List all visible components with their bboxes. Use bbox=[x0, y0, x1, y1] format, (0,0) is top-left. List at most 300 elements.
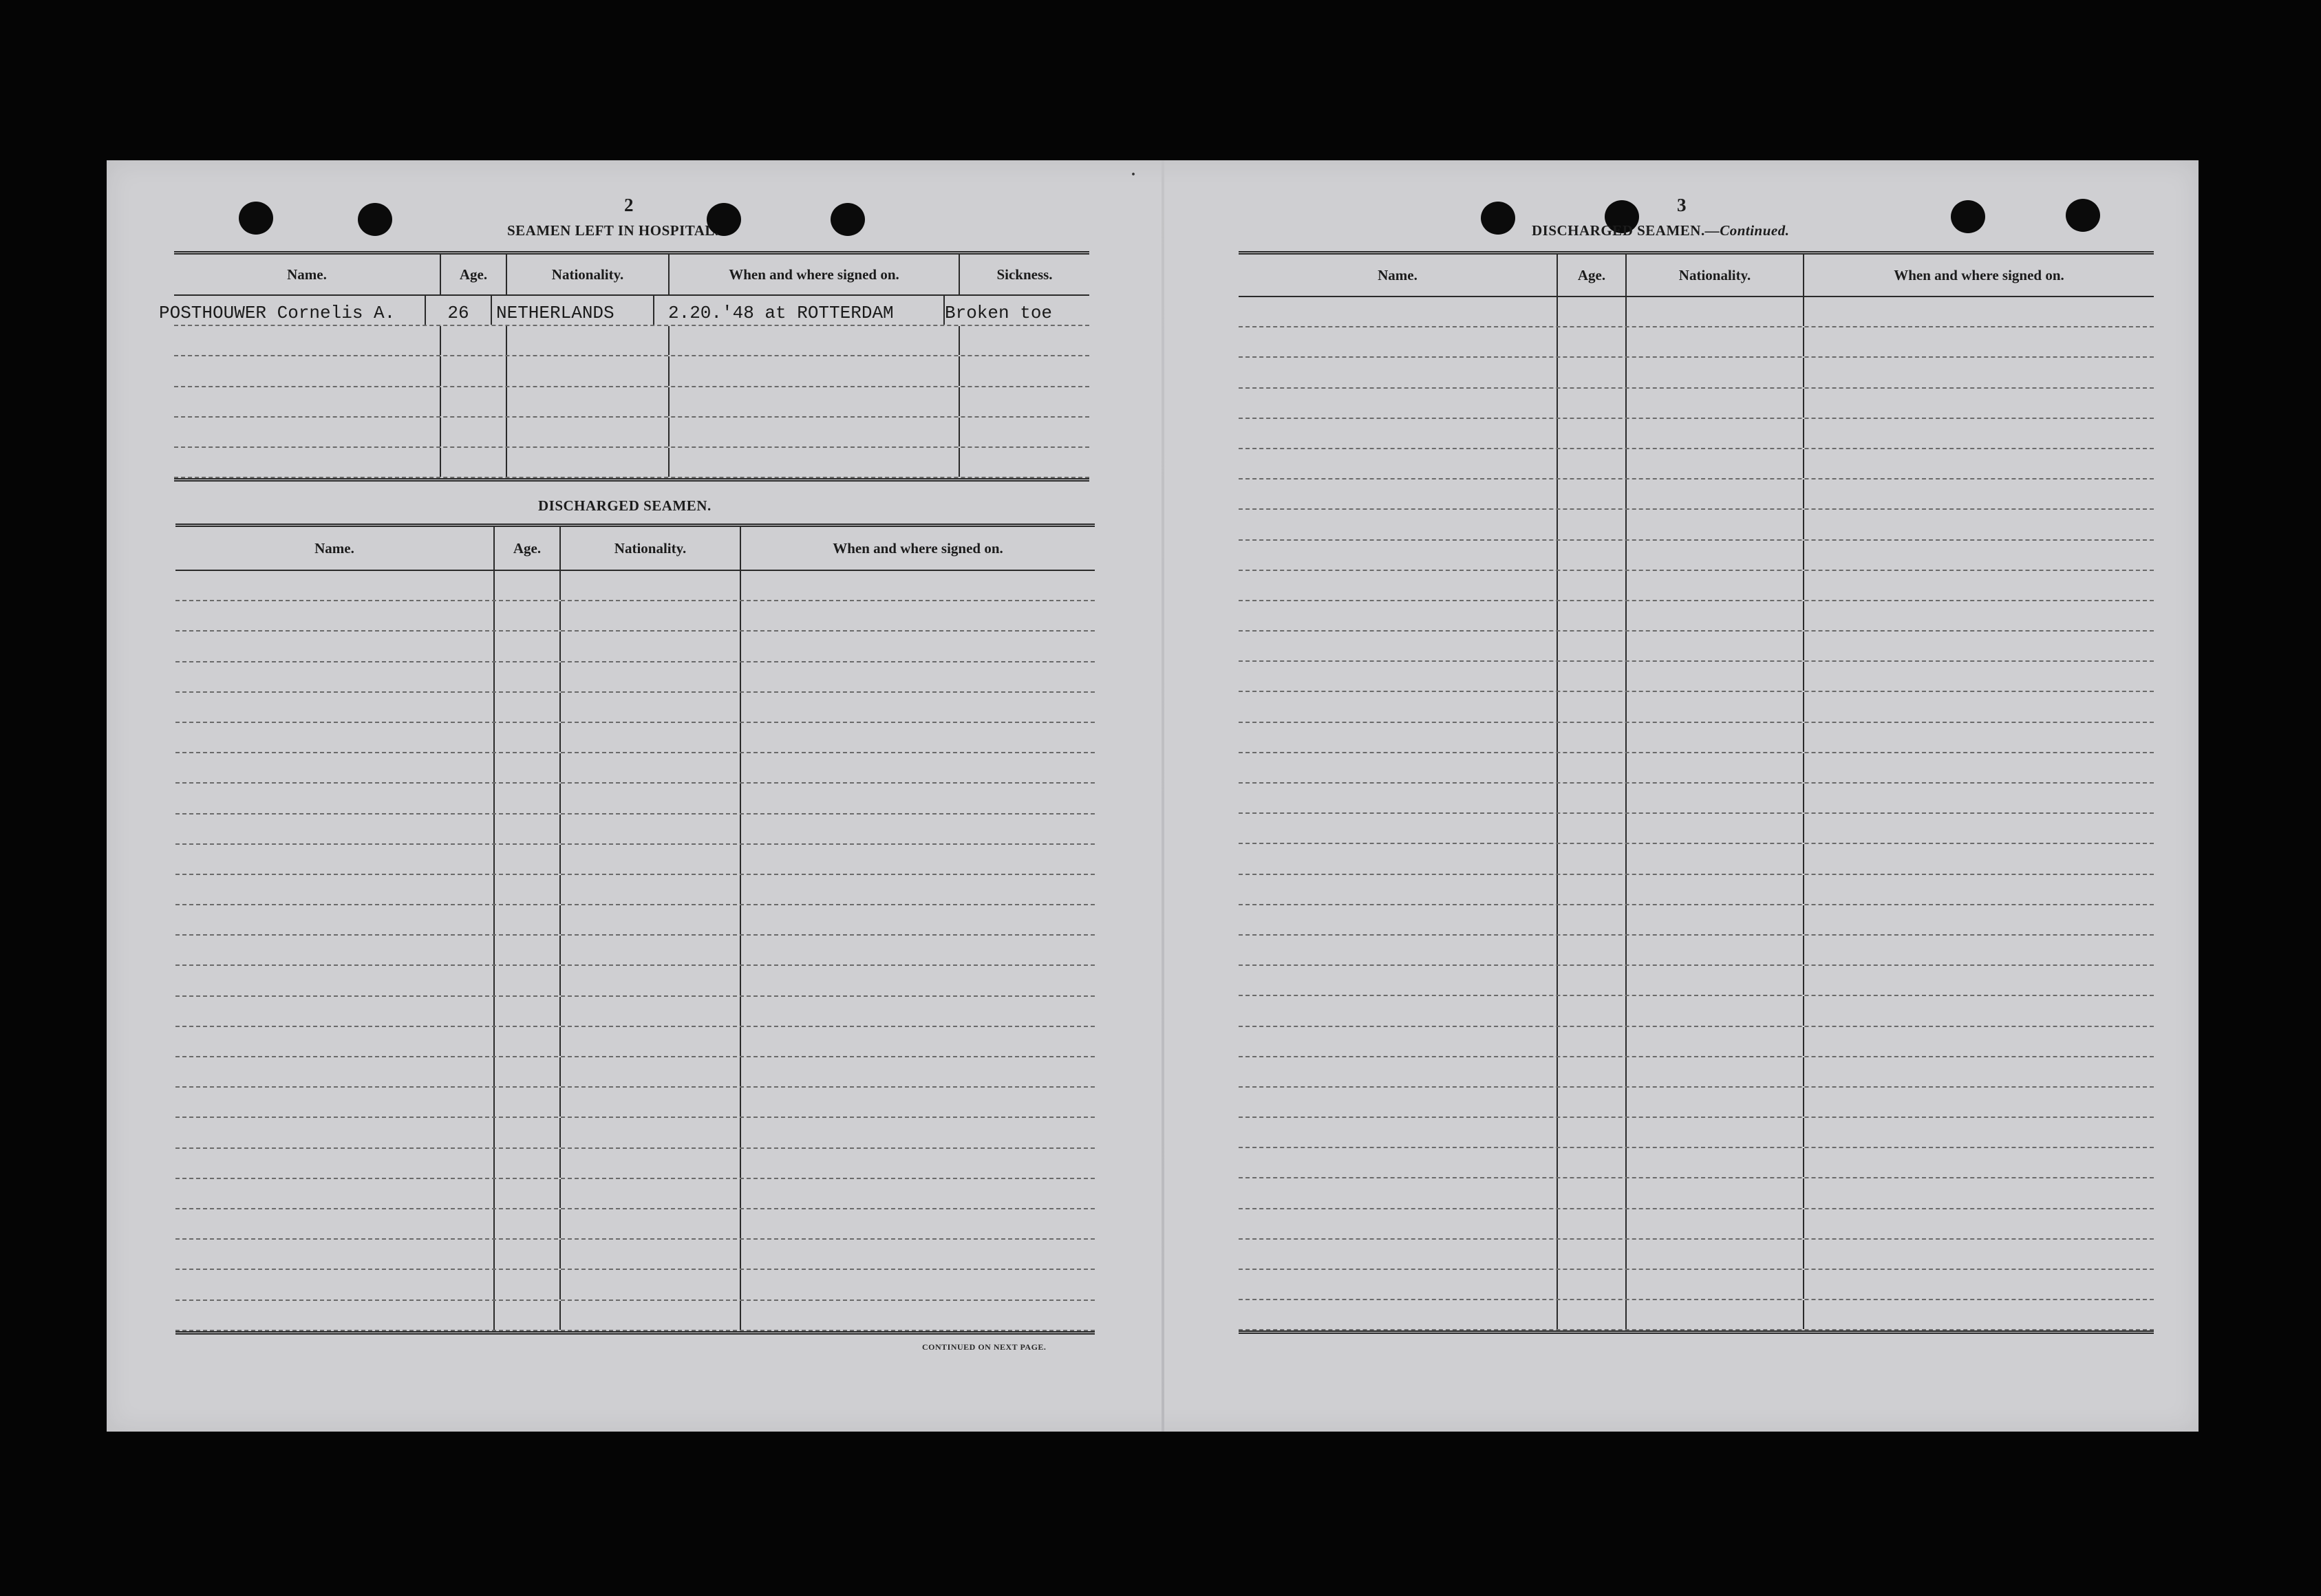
table-cell bbox=[1804, 327, 2154, 356]
table-cell bbox=[1804, 875, 2154, 904]
table-row bbox=[1239, 601, 2154, 632]
table-cell bbox=[1558, 996, 1627, 1025]
table-row bbox=[1239, 784, 2154, 814]
table-cell bbox=[960, 448, 1089, 477]
table-cell bbox=[1804, 449, 2154, 478]
table-cell bbox=[507, 326, 670, 355]
table-cell bbox=[1239, 1300, 1558, 1329]
table-row bbox=[175, 753, 1095, 784]
table-cell bbox=[1627, 1178, 1804, 1207]
table-cell bbox=[441, 418, 507, 446]
table-cell bbox=[1627, 1148, 1804, 1177]
table-cell bbox=[1558, 1178, 1627, 1207]
table-row bbox=[175, 1057, 1095, 1088]
table-row bbox=[1239, 753, 2154, 784]
table-cell bbox=[1558, 1209, 1627, 1238]
table-row bbox=[1239, 1148, 2154, 1178]
table-row bbox=[174, 387, 1089, 418]
table-header bbox=[175, 527, 1095, 571]
table-cell bbox=[174, 448, 441, 477]
table-cell bbox=[670, 326, 960, 355]
table-cell bbox=[741, 905, 1095, 934]
table-row bbox=[1239, 905, 2154, 936]
table-cell bbox=[1558, 327, 1627, 356]
table-cell bbox=[670, 448, 960, 477]
table-cell bbox=[1558, 905, 1627, 934]
table-cell bbox=[1239, 632, 1558, 660]
table-cell bbox=[1627, 844, 1804, 873]
table-row bbox=[175, 723, 1095, 753]
table-row bbox=[1239, 844, 2154, 874]
table-cell bbox=[1239, 966, 1558, 995]
table-cell bbox=[1239, 510, 1558, 539]
table-row bbox=[175, 1301, 1095, 1331]
table-cell bbox=[1239, 753, 1558, 782]
column-header-nationality: Nationality. bbox=[561, 527, 741, 570]
table-cell bbox=[175, 662, 495, 691]
table-cell bbox=[175, 753, 495, 782]
table-cell bbox=[174, 418, 441, 446]
table-cell bbox=[1804, 814, 2154, 843]
table-row bbox=[175, 1088, 1095, 1118]
right-page bbox=[1164, 160, 2199, 1432]
table-cell bbox=[741, 1179, 1095, 1208]
table-cell bbox=[1627, 966, 1804, 995]
table-cell bbox=[741, 1301, 1095, 1330]
table-cell bbox=[741, 723, 1095, 752]
table-cell bbox=[1627, 784, 1804, 812]
table-cell bbox=[175, 784, 495, 812]
table-cell bbox=[741, 753, 1095, 782]
table-cell bbox=[1804, 358, 2154, 387]
table-cell bbox=[175, 571, 495, 600]
table-row bbox=[1239, 1178, 2154, 1209]
table-cell bbox=[1558, 662, 1627, 691]
table-cell bbox=[1804, 571, 2154, 600]
table-cell bbox=[1804, 479, 2154, 508]
table-cell bbox=[495, 966, 561, 995]
table-cell bbox=[495, 1057, 561, 1086]
table-cell bbox=[1558, 1148, 1627, 1177]
table-cell bbox=[1558, 419, 1627, 448]
table-cell bbox=[1239, 419, 1558, 448]
table-row bbox=[175, 693, 1095, 723]
discharged-continued-title bbox=[1532, 222, 1790, 239]
cell-signed-on: 2.20.'48 at ROTTERDAM bbox=[654, 296, 945, 325]
table-cell bbox=[561, 784, 741, 812]
table-row bbox=[175, 845, 1095, 875]
table-cell bbox=[175, 1240, 495, 1269]
table-cell bbox=[1239, 389, 1558, 418]
table-cell bbox=[1239, 601, 1558, 630]
hospital-table bbox=[159, 251, 1089, 482]
table-cell bbox=[561, 601, 741, 630]
table-row bbox=[1239, 632, 2154, 662]
table-cell bbox=[741, 845, 1095, 874]
table-cell bbox=[561, 693, 741, 722]
table-cell bbox=[174, 356, 441, 385]
page-number: 3 bbox=[1677, 195, 1687, 215]
table-cell bbox=[1627, 541, 1804, 570]
table-row bbox=[175, 1270, 1095, 1300]
column-header-signed-on: When and where signed on. bbox=[1894, 266, 2064, 283]
table-cell bbox=[1627, 1057, 1804, 1086]
table-cell bbox=[1239, 1057, 1558, 1086]
table-cell bbox=[1627, 510, 1804, 539]
table-cell bbox=[741, 601, 1095, 630]
table-row bbox=[1239, 358, 2154, 388]
table-cell bbox=[1804, 753, 2154, 782]
table-cell bbox=[1804, 632, 2154, 660]
column-header-name: Name. bbox=[1239, 255, 1558, 296]
table-cell bbox=[741, 1027, 1095, 1056]
table-cell bbox=[1558, 541, 1627, 570]
column-header-age: Age. bbox=[441, 255, 507, 294]
left-page bbox=[107, 160, 1162, 1432]
table-cell bbox=[495, 1118, 561, 1147]
table-cell bbox=[670, 387, 960, 416]
table-cell bbox=[1239, 1088, 1558, 1117]
table-row bbox=[174, 356, 1089, 387]
table-cell bbox=[741, 1240, 1095, 1269]
table-cell bbox=[1558, 692, 1627, 721]
table-cell bbox=[1627, 905, 1804, 934]
table-cell bbox=[960, 356, 1089, 385]
continued-note: CONTINUED ON NEXT PAGE. bbox=[922, 1342, 1047, 1352]
column-header-signed-on: When and where signed on. bbox=[670, 255, 960, 294]
table-row bbox=[1239, 1118, 2154, 1148]
table-cell bbox=[175, 997, 495, 1026]
table-cell bbox=[1627, 479, 1804, 508]
table-cell bbox=[1804, 1300, 2154, 1329]
table-cell bbox=[1627, 449, 1804, 478]
table-row bbox=[1239, 1300, 2154, 1330]
table-cell bbox=[741, 1209, 1095, 1238]
table-cell bbox=[1627, 389, 1804, 418]
table-row bbox=[1239, 449, 2154, 479]
table-cell bbox=[495, 632, 561, 660]
column-header-sickness: Sickness. bbox=[996, 266, 1053, 283]
table-cell bbox=[495, 1240, 561, 1269]
table-cell bbox=[1804, 692, 2154, 721]
table-cell bbox=[561, 662, 741, 691]
table-cell bbox=[1558, 1088, 1627, 1117]
table-cell bbox=[1558, 753, 1627, 782]
table-cell bbox=[561, 1270, 741, 1299]
table-cell bbox=[1558, 1118, 1627, 1147]
table-cell bbox=[1239, 1240, 1558, 1269]
table-cell bbox=[495, 1149, 561, 1178]
table-cell bbox=[175, 1088, 495, 1117]
cell-nationality: NETHERLANDS bbox=[492, 296, 654, 325]
table-cell bbox=[495, 693, 561, 722]
table-row bbox=[1239, 966, 2154, 996]
table-cell bbox=[495, 1088, 561, 1117]
discharged-section-title: DISCHARGED SEAMEN. bbox=[538, 497, 712, 514]
table-cell bbox=[1558, 1027, 1627, 1056]
table-cell bbox=[741, 632, 1095, 660]
table-cell bbox=[175, 693, 495, 722]
table-cell bbox=[1558, 479, 1627, 508]
table-cell bbox=[561, 875, 741, 904]
table-cell bbox=[670, 418, 960, 446]
table-cell bbox=[175, 1209, 495, 1238]
table-row bbox=[1239, 1027, 2154, 1057]
table-cell bbox=[1239, 1209, 1558, 1238]
table-cell bbox=[1804, 1178, 2154, 1207]
table-cell bbox=[174, 387, 441, 416]
table-cell bbox=[1627, 1300, 1804, 1329]
discharged-table-left bbox=[175, 524, 1095, 1335]
table-cell bbox=[441, 356, 507, 385]
table-cell bbox=[741, 875, 1095, 904]
table-cell bbox=[1239, 692, 1558, 721]
table-cell bbox=[1804, 1240, 2154, 1269]
table-cell bbox=[1804, 936, 2154, 964]
table-cell bbox=[175, 966, 495, 995]
table-cell bbox=[741, 1270, 1095, 1299]
table-cell bbox=[441, 448, 507, 477]
table-cell bbox=[495, 815, 561, 843]
section-title-suffix: —Continued. bbox=[1704, 222, 1790, 239]
table-cell bbox=[741, 662, 1095, 691]
table-row bbox=[1239, 1209, 2154, 1240]
table-cell bbox=[1239, 905, 1558, 934]
table-row bbox=[174, 326, 1089, 356]
cell-sickness: Broken toe bbox=[945, 303, 1053, 324]
table-cell bbox=[741, 1088, 1095, 1117]
table-row bbox=[1239, 1057, 2154, 1088]
table-cell bbox=[1627, 297, 1804, 326]
table-cell bbox=[495, 1179, 561, 1208]
table-cell bbox=[1804, 1148, 2154, 1177]
table-cell bbox=[1558, 632, 1627, 660]
table-cell bbox=[1558, 1240, 1627, 1269]
table-cell bbox=[1804, 541, 2154, 570]
table-cell bbox=[1239, 1118, 1558, 1147]
table-cell bbox=[495, 784, 561, 812]
table-row bbox=[175, 571, 1095, 601]
column-header-age: Age. bbox=[1558, 255, 1627, 296]
table-cell bbox=[1239, 996, 1558, 1025]
table-row bbox=[175, 1149, 1095, 1179]
table-cell bbox=[175, 632, 495, 660]
table-cell bbox=[1804, 297, 2154, 326]
table-cell bbox=[1558, 966, 1627, 995]
table-cell bbox=[507, 448, 670, 477]
table-cell bbox=[741, 815, 1095, 843]
table-cell bbox=[1804, 1270, 2154, 1299]
table-row bbox=[1239, 662, 2154, 692]
table-row bbox=[175, 997, 1095, 1027]
cell-name: POSTHOUWER Cornelis A. bbox=[159, 296, 426, 325]
table-cell bbox=[1239, 875, 1558, 904]
table-row bbox=[1239, 541, 2154, 571]
table-row bbox=[159, 296, 1089, 326]
table-cell bbox=[561, 1088, 741, 1117]
table-cell bbox=[1804, 601, 2154, 630]
table-cell bbox=[561, 723, 741, 752]
table-row bbox=[175, 936, 1095, 966]
table-cell bbox=[175, 1057, 495, 1086]
table-cell bbox=[1239, 1270, 1558, 1299]
hospital-section-title: SEAMEN LEFT IN HOSPITAL. bbox=[507, 222, 719, 239]
table-cell bbox=[1627, 692, 1804, 721]
table-cell bbox=[1239, 449, 1558, 478]
table-row bbox=[175, 601, 1095, 632]
table-cell bbox=[561, 1118, 741, 1147]
table-row bbox=[1239, 389, 2154, 419]
section-title-text: DISCHARGED SEAMEN. bbox=[1532, 222, 1705, 239]
table-cell bbox=[1804, 996, 2154, 1025]
table-cell bbox=[1558, 844, 1627, 873]
table-cell bbox=[561, 1027, 741, 1056]
table-cell bbox=[507, 387, 670, 416]
table-cell bbox=[1627, 327, 1804, 356]
table-cell bbox=[175, 875, 495, 904]
table-cell bbox=[1627, 723, 1804, 752]
table-cell bbox=[1804, 966, 2154, 995]
table-cell bbox=[1627, 936, 1804, 964]
table-cell bbox=[1627, 358, 1804, 387]
table-row bbox=[1239, 936, 2154, 966]
table-header bbox=[174, 255, 1089, 296]
table-cell bbox=[1239, 784, 1558, 812]
column-header-nationality: Nationality. bbox=[1627, 255, 1804, 296]
table-cell bbox=[561, 845, 741, 874]
table-cell bbox=[495, 723, 561, 752]
table-cell bbox=[741, 966, 1095, 995]
table-cell bbox=[175, 723, 495, 752]
table-cell bbox=[175, 1270, 495, 1299]
table-cell bbox=[175, 936, 495, 964]
table-cell bbox=[495, 845, 561, 874]
page-number: 2 bbox=[624, 195, 634, 215]
table-cell bbox=[1558, 297, 1627, 326]
table-cell bbox=[1804, 419, 2154, 448]
table-cell bbox=[1239, 297, 1558, 326]
table-cell bbox=[741, 1149, 1095, 1178]
table-cell bbox=[495, 875, 561, 904]
table-cell bbox=[495, 753, 561, 782]
table-cell bbox=[1804, 844, 2154, 873]
table-cell bbox=[1804, 389, 2154, 418]
table-row bbox=[175, 815, 1095, 845]
table-cell bbox=[1627, 1240, 1804, 1269]
table-cell bbox=[561, 905, 741, 934]
table-cell bbox=[1239, 814, 1558, 843]
table-cell bbox=[960, 387, 1089, 416]
table-row bbox=[175, 875, 1095, 905]
table-cell bbox=[1627, 632, 1804, 660]
table-cell bbox=[1804, 784, 2154, 812]
table-cell bbox=[1627, 814, 1804, 843]
table-cell bbox=[441, 387, 507, 416]
table-row bbox=[1239, 1088, 2154, 1118]
table-cell bbox=[1239, 1148, 1558, 1177]
table-row bbox=[175, 1209, 1095, 1240]
table-row bbox=[175, 966, 1095, 996]
table-row bbox=[1239, 1270, 2154, 1300]
table-cell bbox=[741, 997, 1095, 1026]
table-row bbox=[175, 632, 1095, 662]
table-row bbox=[175, 1027, 1095, 1057]
table-cell bbox=[495, 571, 561, 600]
table-body bbox=[159, 296, 1089, 478]
table-cell bbox=[175, 1301, 495, 1330]
table-cell bbox=[495, 1209, 561, 1238]
table-cell bbox=[561, 815, 741, 843]
table-cell bbox=[495, 997, 561, 1026]
table-cell bbox=[1558, 601, 1627, 630]
table-cell bbox=[1558, 875, 1627, 904]
table-cell bbox=[960, 418, 1089, 446]
table-cell bbox=[507, 418, 670, 446]
column-header-nationality: Nationality. bbox=[507, 255, 670, 294]
table-cell bbox=[1239, 1178, 1558, 1207]
ledger-sheet bbox=[107, 160, 2199, 1432]
table-cell bbox=[561, 1209, 741, 1238]
table-cell bbox=[960, 326, 1089, 355]
table-cell bbox=[1804, 510, 2154, 539]
table-cell bbox=[1627, 875, 1804, 904]
table-cell bbox=[561, 1179, 741, 1208]
table-row bbox=[1239, 996, 2154, 1026]
table-row bbox=[175, 905, 1095, 936]
table-cell bbox=[1558, 784, 1627, 812]
table-cell bbox=[670, 356, 960, 385]
table-cell bbox=[1627, 571, 1804, 600]
table-cell bbox=[1558, 723, 1627, 752]
table-cell bbox=[1558, 1300, 1627, 1329]
table-cell bbox=[1558, 389, 1627, 418]
table-cell bbox=[441, 326, 507, 355]
table-cell bbox=[561, 1149, 741, 1178]
table-cell bbox=[1239, 571, 1558, 600]
table-body bbox=[1239, 297, 2154, 1330]
table-cell bbox=[495, 936, 561, 964]
table-cell bbox=[1558, 1270, 1627, 1299]
table-cell bbox=[1627, 1118, 1804, 1147]
table-cell bbox=[561, 632, 741, 660]
table-cell bbox=[175, 905, 495, 934]
table-row bbox=[175, 1179, 1095, 1209]
table-cell bbox=[561, 753, 741, 782]
table-cell bbox=[741, 1057, 1095, 1086]
table-cell bbox=[1558, 814, 1627, 843]
table-body bbox=[175, 571, 1095, 1331]
table-row bbox=[1239, 875, 2154, 905]
table-cell bbox=[175, 845, 495, 874]
table-row bbox=[1239, 723, 2154, 753]
table-cell bbox=[1558, 510, 1627, 539]
table-cell bbox=[495, 1027, 561, 1056]
table-cell bbox=[561, 997, 741, 1026]
page-mark: · bbox=[1131, 166, 1137, 184]
table-cell bbox=[1239, 358, 1558, 387]
table-cell bbox=[507, 356, 670, 385]
table-row bbox=[175, 1240, 1095, 1270]
table-cell bbox=[1804, 1118, 2154, 1147]
table-cell bbox=[1558, 571, 1627, 600]
table-cell bbox=[1627, 1027, 1804, 1056]
table-cell bbox=[175, 815, 495, 843]
table-row bbox=[174, 448, 1089, 478]
cell-age: 26 bbox=[426, 296, 492, 325]
column-header-name: Name. bbox=[174, 255, 441, 294]
table-cell bbox=[1627, 1270, 1804, 1299]
table-row bbox=[1239, 419, 2154, 449]
